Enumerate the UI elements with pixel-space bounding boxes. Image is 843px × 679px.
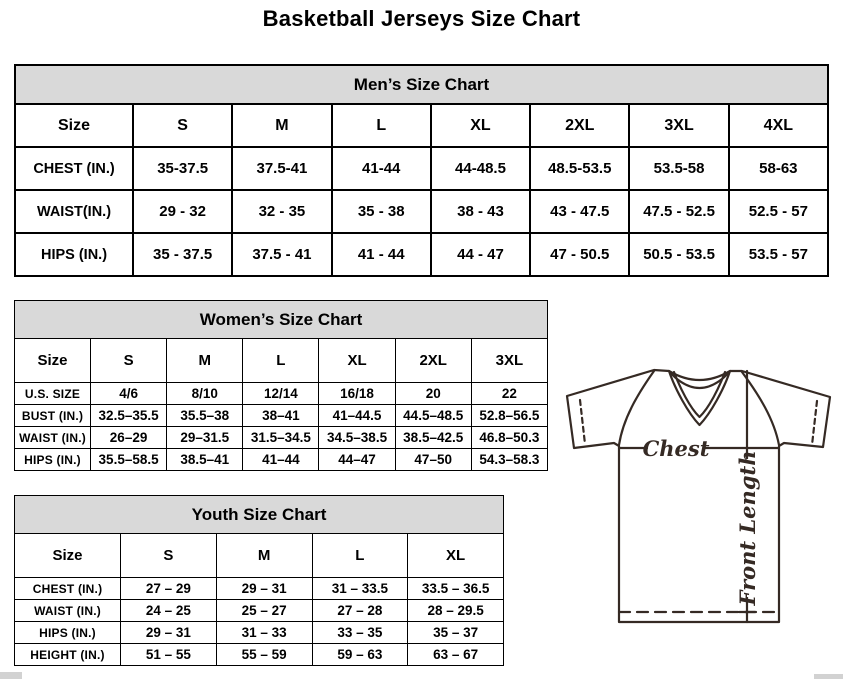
table-cell: 52.8–56.5 <box>471 405 547 427</box>
table-cell: 48.5-53.5 <box>530 147 629 190</box>
table-cell: 22 <box>471 383 547 405</box>
horizontal-scrollbar-fragment[interactable] <box>0 672 22 679</box>
table-cell: 12/14 <box>243 383 319 405</box>
table-cell: 52.5 - 57 <box>729 190 828 233</box>
table-cell: 58-63 <box>729 147 828 190</box>
table-cell: 29 – 31 <box>216 578 312 600</box>
column-header: 3XL <box>629 104 728 147</box>
column-header: L <box>243 339 319 383</box>
mens-header-row <box>15 104 828 147</box>
table-cell: 43 - 47.5 <box>530 190 629 233</box>
table-row <box>15 449 548 471</box>
table-cell: 33.5 – 36.5 <box>408 578 504 600</box>
table-cell: 28 – 29.5 <box>408 600 504 622</box>
table-row <box>15 427 548 449</box>
table-cell: 16/18 <box>319 383 395 405</box>
collar-inner-v <box>674 372 725 417</box>
table-cell: 55 – 59 <box>216 644 312 666</box>
horizontal-scrollbar-fragment[interactable] <box>814 674 843 679</box>
row-label: WAIST (IN.) <box>15 427 91 449</box>
right-cuff-dashed-line <box>812 401 817 445</box>
table-cell: 8/10 <box>167 383 243 405</box>
chest-label: Chest <box>642 436 710 461</box>
table-cell: 35 - 37.5 <box>133 233 232 276</box>
table-row <box>15 147 828 190</box>
table-cell: 32 - 35 <box>232 190 331 233</box>
row-label: CHEST (IN.) <box>15 578 121 600</box>
table-cell: 26–29 <box>91 427 167 449</box>
table-cell: 47–50 <box>395 449 471 471</box>
table-cell: 53.5 - 57 <box>729 233 828 276</box>
page-title: Basketball Jerseys Size Chart <box>262 6 581 31</box>
table-cell: 41-44 <box>332 147 431 190</box>
row-label: BUST (IN.) <box>15 405 91 427</box>
column-header: M <box>167 339 243 383</box>
table-cell: 4/6 <box>91 383 167 405</box>
column-header: 2XL <box>530 104 629 147</box>
youth-size-table <box>14 495 504 666</box>
table-cell: 44–47 <box>319 449 395 471</box>
row-label: CHEST (IN.) <box>15 147 133 190</box>
row-label: WAIST (IN.) <box>15 600 121 622</box>
table-cell: 63 – 67 <box>408 644 504 666</box>
table-row <box>15 622 504 644</box>
table-cell: 35.5–38 <box>167 405 243 427</box>
row-label: WAIST(IN.) <box>15 190 133 233</box>
table-cell: 44.5–48.5 <box>395 405 471 427</box>
table-cell: 35.5–58.5 <box>91 449 167 471</box>
table-cell: 37.5-41 <box>232 147 331 190</box>
jersey-outline <box>567 370 830 622</box>
table-cell: 41–44 <box>243 449 319 471</box>
jersey-diagram-icon <box>553 355 843 655</box>
table-cell: 41 - 44 <box>332 233 431 276</box>
column-header: M <box>232 104 331 147</box>
table-cell: 35-37.5 <box>133 147 232 190</box>
column-header: Size <box>15 104 133 147</box>
table-cell: 38.5–42.5 <box>395 427 471 449</box>
youth-header-row <box>15 534 504 578</box>
column-header: XL <box>431 104 530 147</box>
womens-table-title: Women’s Size Chart <box>15 301 548 339</box>
table-cell: 27 – 28 <box>312 600 408 622</box>
table-cell: 38 - 43 <box>431 190 530 233</box>
column-header: L <box>332 104 431 147</box>
youth-table-title: Youth Size Chart <box>15 496 504 534</box>
table-cell: 47.5 - 52.5 <box>629 190 728 233</box>
table-cell: 51 – 55 <box>121 644 217 666</box>
table-cell: 29 - 32 <box>133 190 232 233</box>
table-cell: 20 <box>395 383 471 405</box>
column-header: Size <box>15 339 91 383</box>
column-header: S <box>121 534 217 578</box>
table-cell: 44-48.5 <box>431 147 530 190</box>
table-cell: 25 – 27 <box>216 600 312 622</box>
table-row <box>15 190 828 233</box>
row-label: HIPS (IN.) <box>15 233 133 276</box>
row-label: HIPS (IN.) <box>15 622 121 644</box>
row-label: HEIGHT (IN.) <box>15 644 121 666</box>
table-cell: 47 - 50.5 <box>530 233 629 276</box>
table-cell: 24 – 25 <box>121 600 217 622</box>
column-header: 2XL <box>395 339 471 383</box>
table-row <box>15 383 548 405</box>
table-cell: 46.8–50.3 <box>471 427 547 449</box>
table-cell: 34.5–38.5 <box>319 427 395 449</box>
front-length-label: Front Length <box>735 450 760 606</box>
table-cell: 27 – 29 <box>121 578 217 600</box>
jersey-measurement-diagram <box>553 355 843 655</box>
womens-size-table <box>14 300 548 471</box>
table-cell: 35 - 38 <box>332 190 431 233</box>
column-header: XL <box>408 534 504 578</box>
womens-header-row <box>15 339 548 383</box>
table-cell: 31.5–34.5 <box>243 427 319 449</box>
table-cell: 33 – 35 <box>312 622 408 644</box>
table-cell: 53.5-58 <box>629 147 728 190</box>
column-header: 3XL <box>471 339 547 383</box>
left-armhole-seam <box>619 371 654 445</box>
table-cell: 35 – 37 <box>408 622 504 644</box>
table-cell: 37.5 - 41 <box>232 233 331 276</box>
left-cuff-dashed-line <box>580 400 585 444</box>
table-cell: 31 – 33.5 <box>312 578 408 600</box>
table-cell: 38–41 <box>243 405 319 427</box>
row-label: HIPS (IN.) <box>15 449 91 471</box>
table-cell: 41–44.5 <box>319 405 395 427</box>
table-cell: 29–31.5 <box>167 427 243 449</box>
column-header: 4XL <box>729 104 828 147</box>
table-cell: 32.5–35.5 <box>91 405 167 427</box>
column-header: M <box>216 534 312 578</box>
table-row <box>15 644 504 666</box>
table-row <box>15 600 504 622</box>
table-cell: 38.5–41 <box>167 449 243 471</box>
table-row <box>15 233 828 276</box>
table-cell: 54.3–58.3 <box>471 449 547 471</box>
table-row <box>15 405 548 427</box>
table-cell: 29 – 31 <box>121 622 217 644</box>
table-cell: 31 – 33 <box>216 622 312 644</box>
column-header: S <box>91 339 167 383</box>
column-header: XL <box>319 339 395 383</box>
column-header: S <box>133 104 232 147</box>
table-row <box>15 578 504 600</box>
row-label: U.S. SIZE <box>15 383 91 405</box>
column-header: Size <box>15 534 121 578</box>
mens-size-table <box>14 64 829 277</box>
table-cell: 50.5 - 53.5 <box>629 233 728 276</box>
table-cell: 44 - 47 <box>431 233 530 276</box>
table-cell: 59 – 63 <box>312 644 408 666</box>
mens-table-title: Men’s Size Chart <box>15 65 828 104</box>
column-header: L <box>312 534 408 578</box>
